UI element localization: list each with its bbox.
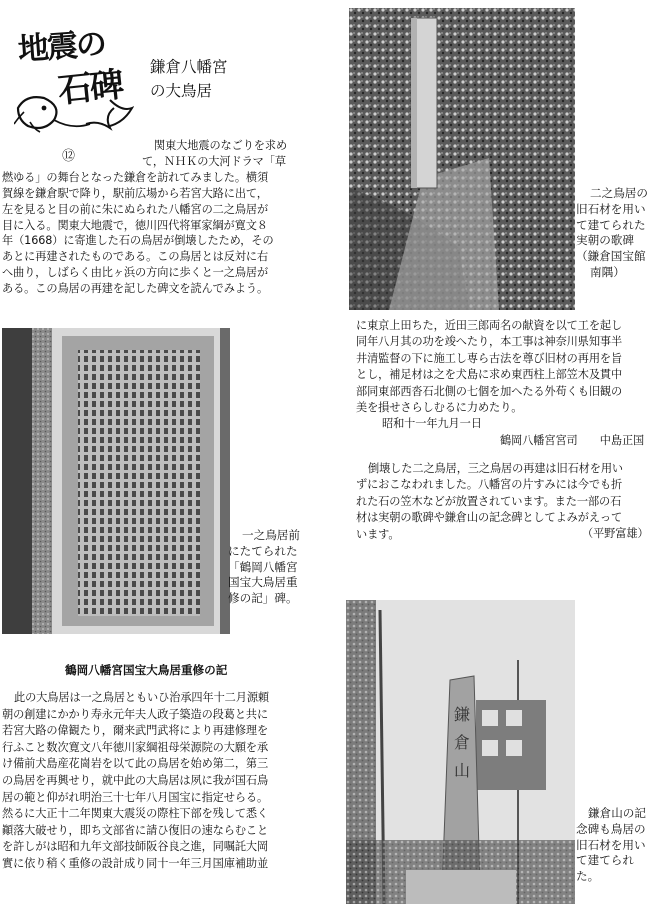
inscription-line: 然るに大正十二年関東大震災の際柱下部を残して悉く: [2, 807, 269, 821]
article-title: [150, 55, 228, 103]
closing-line: 材は実朝の歌碑や鎌倉山の記念碑としてよみがえって: [356, 511, 623, 525]
caption-line: 「鶴岡八幡宮: [228, 559, 298, 574]
caption-line: 実朝の歌碑: [576, 233, 634, 248]
caption-photo1: [576, 186, 648, 281]
caption-line: （鎌倉国宝館: [576, 249, 646, 264]
intro-line: ある。この鳥居の再建を記した碑文を読んでみよう。: [2, 282, 269, 296]
intro-line: へ曲り，しばらく由比ヶ浜の方向に歩くと一之鳥居が: [2, 266, 269, 280]
inscription-signature: 鶴岡八幡宮宮司 中島正国: [500, 433, 645, 447]
svg-text:鎌: 鎌: [454, 705, 471, 724]
inscription-line: 井清監督の下に施工し専ら古法を尊び旧材の再用を旨: [356, 351, 623, 365]
inscription-body: [2, 690, 269, 873]
closing-line: 倒壊した二之鳥居，三之鳥居の再建は旧石材を用い: [368, 462, 624, 475]
inscription-line: 同年八月其の功を竣へたり，本工事は神奈川県知事半: [356, 335, 623, 349]
inscription-line: に東京上田ちた，近田三郎両名の献資を以て工を起し: [356, 319, 623, 332]
inscription-line: 顚落大破せり，即ち文部省に請ひ復旧の速ならむこと: [2, 823, 269, 837]
svg-text:山: 山: [454, 761, 471, 780]
article-author: （平野富雄）: [582, 527, 649, 540]
photo-kamakurayama-monument: [346, 600, 575, 904]
intro-line: 燃ゆる」の舞台となった鎌倉を訪れてみました。横須: [2, 170, 269, 184]
caption-line: 旧石材を用い: [576, 201, 646, 216]
caption-line: 一之鳥居前: [242, 528, 300, 542]
intro-paragraph: [2, 138, 302, 297]
caption-line: 国宝大鳥居重: [228, 575, 298, 590]
inscription-line: 朝の創建にかかり寿永元年夫人政子築造の段葛と共に: [2, 707, 269, 721]
caption-line: 旧石材を用い: [576, 837, 646, 852]
caption-line: 修の記」碑。: [228, 591, 298, 606]
caption-line: 鎌倉山の記: [588, 806, 646, 820]
inscription-line: 行ふこと数次寛文八年徳川家綱祖母栄源院の大願を承: [2, 740, 269, 754]
inscription-line: 此の大鳥居は一之鳥居ともいひ治承四年十二月源頼: [14, 691, 270, 704]
inscription-line: の鳥居を再興せり，就中此の大鳥居は夙に我が国石鳥: [2, 773, 269, 787]
title-line-2: の大鳥居: [150, 82, 213, 100]
inscription-line: け備前犬島産花崗岩を以て此の鳥居を始め第二，第三: [2, 757, 269, 771]
caption-photo3: [576, 806, 646, 885]
svg-text:倉: 倉: [454, 733, 471, 752]
caption-line: にたてられた: [228, 543, 298, 558]
caption-line: 念碑も鳥居の: [576, 821, 646, 836]
logo-text-line2: 石碑: [56, 64, 124, 112]
inscription-date: 昭和十一年九月一日: [382, 417, 482, 431]
inscription-line: 美を損せさらしむるに力めたり。: [356, 401, 523, 415]
intro-line: 左を見ると目の前に朱にぬられた八幡宮の二之鳥居が: [2, 202, 269, 216]
inscription-title: 鶴岡八幡宮国宝大鳥居重修の記: [65, 663, 228, 677]
inscription-line: 實に依り稍く重修の設計成り同十一年三月国庫補助並: [2, 856, 269, 870]
intro-line: 関東大地震のなごりを求め: [154, 139, 288, 152]
photo-torii-restoration-stele: [2, 328, 230, 634]
series-logo: [14, 28, 134, 133]
logo-text-line1: 地震の: [16, 26, 107, 68]
inscription-line: を許しがは昭和九年文部技師阪谷良之進，同嘱託大岡: [2, 840, 269, 854]
closing-line: れた石の笠木などが放置されています。また一部の石: [356, 494, 622, 508]
intro-line: 目に入る。関東大地震で，徳川四代将軍家綱が寛文８: [2, 218, 268, 232]
intro-line: 年（1668）に寄進した石の鳥居が倒壊したため，その: [2, 234, 274, 248]
caption-line: 南隅）: [590, 264, 625, 279]
closing-line: ずにおこなわれました。八幡宮の片すみには今でも折: [356, 478, 623, 492]
inscription-line: 部同東部西沓石北側の七個を加へたる外苟くも旧観の: [356, 384, 623, 398]
intro-line: て，ＮＨＫの大河ドラマ「草: [142, 154, 286, 168]
article-number: ⑫: [62, 149, 76, 164]
inscription-line: とし，補足材は之を犬島に求め東西柱上部笠木及貫中: [356, 368, 623, 382]
caption-line: て建てられた: [576, 217, 646, 232]
closing-line: います。: [356, 527, 400, 541]
intro-line: あとに再建されたものである。この鳥居とは反対に右: [2, 250, 269, 264]
photo-sanetomo-poem-monument: [349, 8, 575, 310]
inscription-line: 居の範と仰がれ明治三十七年八月国宝に指定せらる。: [2, 790, 269, 804]
title-line-1: 鎌倉八幡宮: [150, 58, 228, 76]
inscription-continuation: [356, 318, 644, 449]
caption-photo2: [228, 528, 300, 607]
inscription-line: 若宮大路の偉観たり，爾来武門武将により再建修理を: [2, 724, 269, 738]
caption-line: 二之鳥居の: [590, 186, 648, 200]
caption-line: た。: [576, 869, 600, 884]
caption-line: て建てられ: [576, 853, 634, 868]
intro-line: 賀線を鎌倉駅で降り，駅前広場から若宮大路に出て，: [2, 186, 268, 200]
